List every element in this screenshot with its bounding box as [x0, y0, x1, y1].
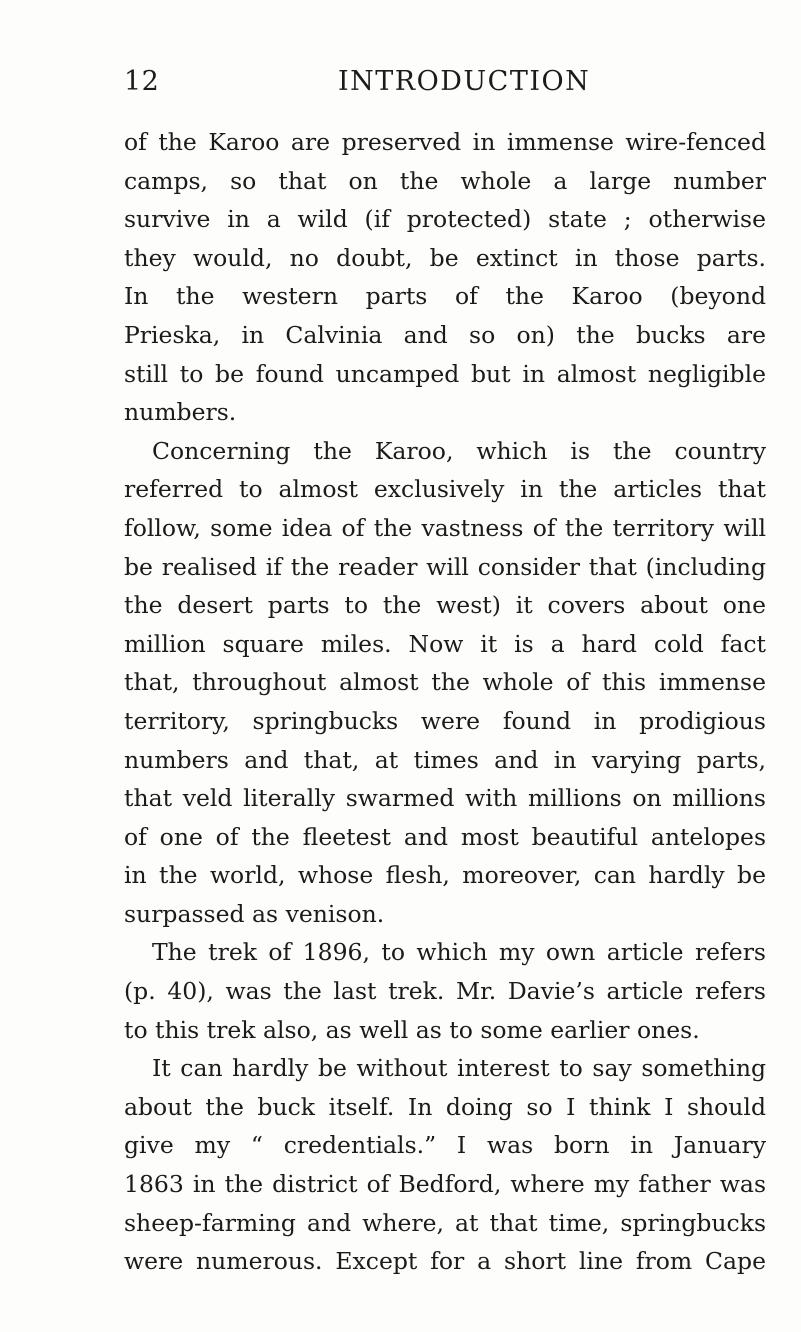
running-head: INTRODUCTION: [338, 66, 591, 97]
text-line: surpassed as venison.: [124, 899, 385, 928]
text-line: still to be found uncamped but in almost negligible: [124, 359, 766, 388]
text-line: follow, some idea of the vastness of the territory will: [124, 513, 766, 542]
text-line: Concerning the Karoo, which is the country: [152, 436, 766, 465]
text-line: Prieska, in Calvinia and so on) the bucks are: [124, 320, 766, 349]
text-line: the desert parts to the west) it covers about one: [124, 591, 766, 620]
text-line: were numerous. Except for a short line from Cape: [124, 1247, 766, 1276]
text-line: to this trek also, as well as to some earlier ones.: [124, 1015, 700, 1044]
text-line: be realised if the reader will consider that (including: [124, 552, 766, 581]
text-line: The trek of 1896, to which my own article refers: [152, 938, 766, 967]
page-header: [124, 66, 765, 106]
text-line: numbers.: [124, 398, 237, 427]
text-line: territory, springbucks were found in prodigious: [124, 706, 766, 735]
page-number: 12: [124, 66, 160, 97]
text-line: give my “ credentials.” I was born in January: [124, 1131, 766, 1160]
text-line: million square miles. Now it is a hard cold fact: [124, 629, 766, 658]
text-line: in the world, whose flesh, moreover, can hardly be: [124, 861, 766, 890]
text-line: that, throughout almost the whole of this immense: [124, 668, 766, 697]
text-line: of the Karoo are preserved in immense wire-fenced: [124, 128, 766, 156]
text-line: survive in a wild (if protected) state ; otherwise: [124, 205, 766, 234]
text-line: sheep-farming and where, at that time, springbucks: [124, 1208, 766, 1237]
text-line: numbers and that, at times and in varying parts,: [124, 745, 766, 774]
text-line: camps, so that on the whole a large number: [124, 166, 766, 195]
text-line: they would, no doubt, be extinct in those parts.: [124, 243, 766, 272]
text-line: of one of the fleetest and most beautiful antelopes: [124, 822, 766, 851]
text-line: In the western parts of the Karoo (beyond: [124, 282, 766, 311]
text-line: about the buck itself. In doing so I think I should: [124, 1092, 766, 1121]
text-line: that veld literally swarmed with millions on millions: [124, 784, 766, 813]
text-line: referred to almost exclusively in the articles that: [124, 475, 766, 504]
body-text: [124, 123, 766, 1281]
text-line: It can hardly be without interest to say something: [152, 1054, 766, 1083]
text-line: 1863 in the district of Bedford, where my father was: [124, 1170, 766, 1199]
text-line: (p. 40), was the last trek. Mr. Davie’s article refers: [124, 977, 766, 1006]
